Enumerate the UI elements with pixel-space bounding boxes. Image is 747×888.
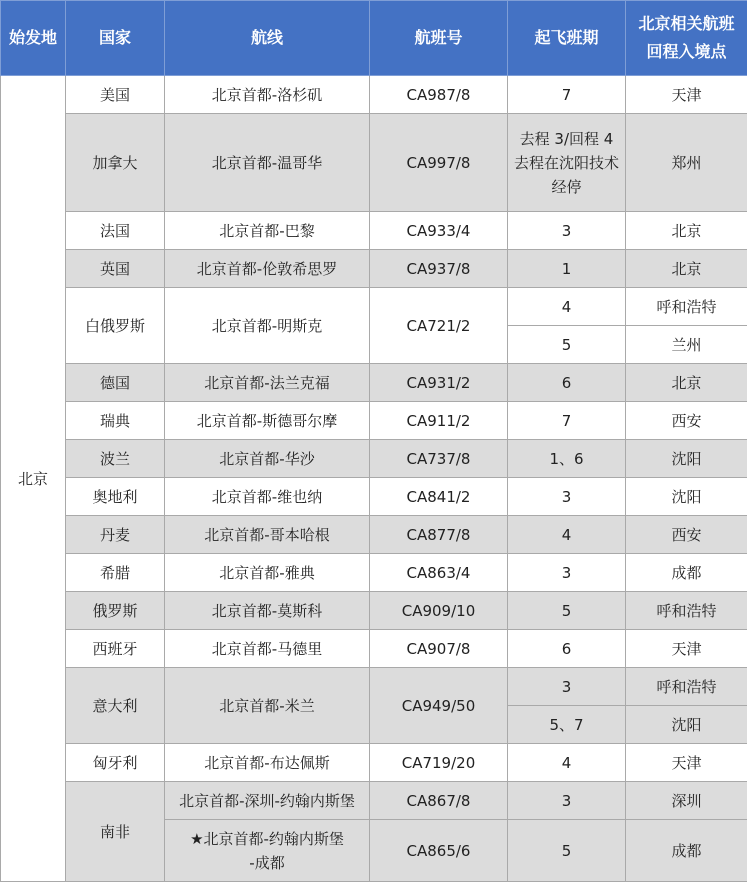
route-cell: 北京首都-华沙: [165, 440, 370, 478]
entry-cell: 成都: [626, 554, 747, 592]
country-cell: 南非: [66, 782, 165, 882]
route-line: ★北京首都-约翰内斯堡: [190, 829, 344, 848]
table-row: [1, 250, 747, 288]
schedule-cell: 4: [508, 744, 626, 782]
country-cell: 希腊: [66, 554, 165, 592]
table-row: [1, 592, 747, 630]
flight-cell: CA931/2: [370, 364, 508, 402]
header-route: 航线: [165, 1, 370, 76]
flight-cell: CA865/6: [370, 820, 508, 882]
country-cell: 西班牙: [66, 630, 165, 668]
schedule-cell: 3: [508, 782, 626, 820]
route-cell: 北京首都-深圳-约翰内斯堡: [165, 782, 370, 820]
route-cell: 北京首都-伦敦希思罗: [165, 250, 370, 288]
country-cell: 意大利: [66, 668, 165, 744]
table-row: [1, 288, 747, 326]
header-schedule: 起飞班期: [508, 1, 626, 76]
table-row: [1, 76, 747, 114]
schedule-cell: 4: [508, 288, 626, 326]
schedule-cell: 3: [508, 212, 626, 250]
country-cell: 法国: [66, 212, 165, 250]
schedule-cell: 6: [508, 630, 626, 668]
table-row: [1, 744, 747, 782]
route-cell: 北京首都-米兰: [165, 668, 370, 744]
table-row: [1, 782, 747, 820]
flight-cell: CA877/8: [370, 516, 508, 554]
flight-cell: CA863/4: [370, 554, 508, 592]
flight-cell: CA867/8: [370, 782, 508, 820]
entry-cell: 成都: [626, 820, 747, 882]
schedule-cell: 1: [508, 250, 626, 288]
table-row: [1, 364, 747, 402]
country-cell: 瑞典: [66, 402, 165, 440]
schedule-line: 经停: [551, 177, 582, 196]
schedule-cell: 5、7: [508, 706, 626, 744]
route-cell: 北京首都-马德里: [165, 630, 370, 668]
table-row: [1, 516, 747, 554]
entry-cell: 北京: [626, 250, 747, 288]
route-line: -成都: [249, 853, 285, 872]
flight-cell: CA911/2: [370, 402, 508, 440]
flight-cell: CA987/8: [370, 76, 508, 114]
schedule-cell: 7: [508, 402, 626, 440]
route-cell: 北京首都-雅典: [165, 554, 370, 592]
table-row: [1, 630, 747, 668]
country-cell: 白俄罗斯: [66, 288, 165, 364]
entry-cell: 沈阳: [626, 478, 747, 516]
table-row: [1, 402, 747, 440]
route-cell: 北京首都-哥本哈根: [165, 516, 370, 554]
flight-cell: CA721/2: [370, 288, 508, 364]
header-entry-line2: 回程入境点: [646, 42, 727, 61]
entry-cell: 北京: [626, 212, 747, 250]
schedule-cell: 4: [508, 516, 626, 554]
schedule-cell: 5: [508, 592, 626, 630]
entry-cell: 郑州: [626, 114, 747, 212]
route-cell: 北京首都-温哥华: [165, 114, 370, 212]
header-entry-line1: 北京相关航班: [638, 14, 735, 33]
entry-cell: 西安: [626, 516, 747, 554]
entry-cell: 天津: [626, 744, 747, 782]
entry-cell: 呼和浩特: [626, 668, 747, 706]
header-origin: 始发地: [1, 1, 66, 76]
country-cell: 德国: [66, 364, 165, 402]
entry-cell: 天津: [626, 76, 747, 114]
entry-cell: 沈阳: [626, 706, 747, 744]
country-cell: 加拿大: [66, 114, 165, 212]
flight-cell: CA949/50: [370, 668, 508, 744]
flight-cell: CA997/8: [370, 114, 508, 212]
entry-cell: 沈阳: [626, 440, 747, 478]
entry-cell: 深圳: [626, 782, 747, 820]
table-row: [1, 554, 747, 592]
flight-cell: CA909/10: [370, 592, 508, 630]
country-cell: 丹麦: [66, 516, 165, 554]
schedule-cell: [508, 114, 626, 212]
route-cell: 北京首都-洛杉矶: [165, 76, 370, 114]
origin-cell: 北京: [1, 76, 66, 882]
country-cell: 波兰: [66, 440, 165, 478]
entry-cell: 呼和浩特: [626, 592, 747, 630]
route-cell: 北京首都-斯德哥尔摩: [165, 402, 370, 440]
entry-cell: 兰州: [626, 326, 747, 364]
table-row: [1, 440, 747, 478]
entry-cell: 北京: [626, 364, 747, 402]
header-row: [1, 1, 747, 76]
route-cell: 北京首都-法兰克福: [165, 364, 370, 402]
table-row: [1, 114, 747, 212]
country-cell: 俄罗斯: [66, 592, 165, 630]
country-cell: 美国: [66, 76, 165, 114]
schedule-line: 去程 3/回程 4: [519, 129, 614, 148]
header-country: 国家: [66, 1, 165, 76]
schedule-cell: 1、6: [508, 440, 626, 478]
entry-cell: 呼和浩特: [626, 288, 747, 326]
schedule-cell: 6: [508, 364, 626, 402]
flight-cell: CA937/8: [370, 250, 508, 288]
route-cell: 北京首都-布达佩斯: [165, 744, 370, 782]
schedule-cell: 5: [508, 326, 626, 364]
route-cell: 北京首都-明斯克: [165, 288, 370, 364]
flight-cell: CA907/8: [370, 630, 508, 668]
header-entry-point: [626, 1, 747, 76]
table-row: [1, 668, 747, 706]
schedule-cell: 3: [508, 478, 626, 516]
entry-cell: 天津: [626, 630, 747, 668]
schedule-line: 去程在沈阳技术: [513, 153, 619, 172]
schedule-cell: 3: [508, 554, 626, 592]
flight-cell: CA841/2: [370, 478, 508, 516]
header-flight-number: 航班号: [370, 1, 508, 76]
schedule-cell: 3: [508, 668, 626, 706]
country-cell: 奥地利: [66, 478, 165, 516]
schedule-cell: 5: [508, 820, 626, 882]
flight-cell: CA737/8: [370, 440, 508, 478]
schedule-cell: 7: [508, 76, 626, 114]
table-row: [1, 212, 747, 250]
table-row: [1, 478, 747, 516]
entry-cell: 西安: [626, 402, 747, 440]
country-cell: 匈牙利: [66, 744, 165, 782]
route-cell: 北京首都-莫斯科: [165, 592, 370, 630]
route-cell: 北京首都-巴黎: [165, 212, 370, 250]
flight-cell: CA719/20: [370, 744, 508, 782]
country-cell: 英国: [66, 250, 165, 288]
flight-cell: CA933/4: [370, 212, 508, 250]
route-cell: [165, 820, 370, 882]
route-cell: 北京首都-维也纳: [165, 478, 370, 516]
